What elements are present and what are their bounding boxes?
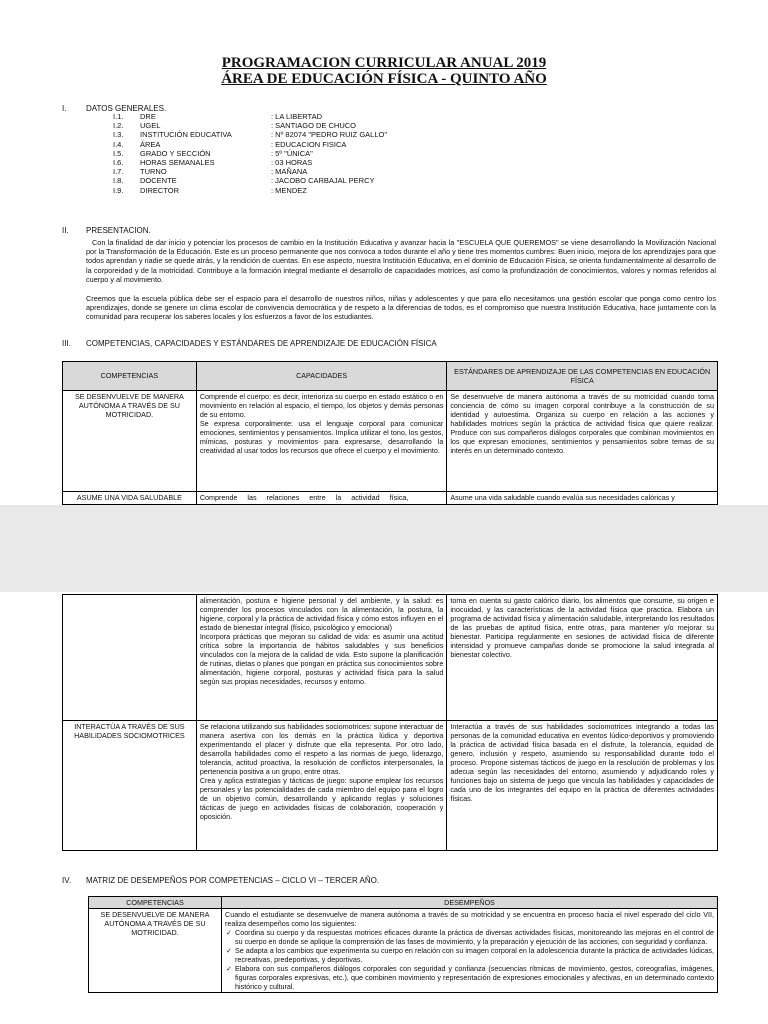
table-header-row	[63, 362, 718, 391]
list-item-text: Coordina su cuerpo y da respuestas motrices eficaces durante la práctica de diversas actividades físicas, monitoreando las mejoras en el control de su cuerpo en donde se aplique la comprensión de las fases de movimiento, y la preparación y ejecución de las acciones, con seguridad y confianza.	[235, 928, 714, 946]
general-data-row	[113, 186, 571, 195]
checkmark-icon: ✓	[226, 946, 233, 955]
performance-matrix-table	[88, 896, 718, 993]
row-label: GRADO Y SECCIÓN	[140, 148, 211, 158]
row-label: DRE	[140, 112, 156, 121]
column-header: CAPACIDADES	[196, 362, 447, 391]
document-subtitle: ÁREA DE EDUCACIÓN FÍSICA - QUINTO AÑO	[221, 71, 547, 87]
competency-cell: INTERACTÚA A TRAVÉS DE SUS HABILIDADES SOCIOMOTRICES	[63, 721, 197, 851]
row-code: I.6.	[113, 158, 124, 168]
row-label: TURNO	[140, 167, 167, 177]
section-title: MATRIZ DE DESEMPEÑOS POR COMPETENCIAS – CICLO VI – TERCER AÑO.	[86, 876, 380, 885]
section-title: DATOS GENERALES.	[86, 104, 167, 113]
row-label: DIRECTOR	[140, 185, 180, 195]
row-code: I.5.	[113, 148, 124, 158]
table-row	[89, 909, 718, 993]
general-data-row	[113, 149, 571, 158]
general-data-row	[113, 167, 571, 176]
list-item	[226, 964, 714, 991]
capacity-cell: Comprende el cuerpo: es decir, interioriza su cuerpo en estado estático o en movimiento en relación al espacio, el tiempo, los objetos y demás personas de su entorno. Se expresa corporalmente: usa el lenguaje corporal para comunicar emociones, sentimientos y pensamientos. Implica utilizar el tono, los gestos, mímicas, posturas y movimientos para expresarse, desarrollando la creatividad al usar todos los recursos que ofrece el cuerpo y el movimiento.	[196, 390, 447, 491]
column-header: ESTÁNDARES DE APRENDIZAJE DE LAS COMPETENCIAS EN EDUCACIÓN FÍSICA	[447, 362, 718, 391]
table-row	[63, 721, 718, 851]
list-item	[226, 928, 714, 946]
performance-cell	[222, 909, 718, 993]
row-value: : Nº 82074 "PEDRO RUIZ GALLO"	[271, 130, 388, 140]
column-header: COMPETENCIAS	[89, 897, 222, 909]
standard-cell: Se desenvuelve de manera autónoma a través de su motricidad cuando toma conciencia de cómo su imagen corporal contribuye a la construcción de su identidad y autoestima. Organiza su cuerpo en relación a las acciones y habilidades motrices según la práctica de actividad física que quiere realizar. Produce con sus compañeros diálogos corporales que combinan movimientos en los que expresan emociones, sentimientos y pensamientos sobre temas de su interés en un determinado contexto.	[447, 390, 718, 491]
presentation-paragraph-2: Creemos que la escuela pública debe ser el espacio para el desarrollo de nuestros niños, niñas y adolescentes y que para ello necesitamos una gestión escolar que ponga como centro los aprendizajes, donde se genere un clima escolar de convivencia democrática y de respeto a la diferencias de todos, es el compromiso que nuestra Institución Educativa, hace juntamente con la comunidad para recuperar los saberes locales y los esfuerzos a favor de los estudiantes.	[86, 294, 716, 322]
performance-intro: Cuando el estudiante se desenvuelve de manera autónoma a través de su motricidad y se encuentra en proceso hacia el nivel esperado del ciclo VII, realiza desempeños como los siguientes:	[225, 910, 714, 928]
section-title: COMPETENCIAS, CAPACIDADES Y ESTÁNDARES DE APRENDIZAJE DE EDUCACIÓN FÍSICA	[86, 339, 437, 348]
general-data-row	[113, 140, 571, 149]
checkmark-icon: ✓	[226, 928, 233, 937]
table-row	[63, 390, 718, 491]
document-page-1	[0, 0, 768, 505]
competencies-table-continued	[62, 594, 718, 851]
presentation-paragraph-1: Con la finalidad de dar inicio y potenciar los procesos de cambio en la Institución Educativa y avanzar hacia la "ESCUELA QUE QUEREMOS" se viene desarrollando la Movilización Nacional por la Transformación de la Educación. Este es un proceso permanente que nos convoca a todos durante el año y tiene tres momentos cumbres: Buen inicio, mejora de los aprendizajes para que todos aprendan y nadie se quede atrás, y la rendición de cuentas. En ese aspecto, nuestra Institución Educativa, en el dominio de Educación Física, se orienta fundamentalmente al desarrollo de la corporeidad y de la motricidad. Contribuye a la formación integral mediante el desarrollo de capacidades motrices, así como la profundización de conocimientos, valores y normas referidos al cuerpo y al movimiento.	[86, 238, 716, 284]
competency-cell	[63, 595, 197, 721]
row-value: : 5º "ÚNICA"	[271, 148, 313, 158]
row-value: : LA LIBERTAD	[271, 112, 322, 121]
competencies-table	[62, 361, 718, 505]
standard-cell: Interactúa a través de sus habilidades sociomotrices integrando a todas las personas de la comunidad educativa en eventos lúdico-deportivos y promoviendo la práctica de actividad física basada en el disfrute, la tolerancia, equidad de genero, inclusión y respeto, asumiendo su responsabilidad durante todo el proceso. Propone sistemas tácticos de juego en la resolución de problemas y los adecua según las necesidades del entorno, asumiendo y adjudicando roles y funciones bajo un sistema de juego que vincula las habilidades y capacidades de cada uno de los integrantes del equipo en la práctica de diferentes actividades físicas.	[447, 721, 718, 851]
list-item	[226, 946, 714, 964]
row-code: I.2.	[113, 121, 124, 131]
row-code: I.7.	[113, 167, 124, 177]
general-data-row	[113, 121, 571, 130]
competency-cell: ASUME UNA VIDA SALUDABLE	[63, 491, 197, 504]
performance-list	[225, 928, 714, 991]
column-header: COMPETENCIAS	[63, 362, 197, 391]
row-value: : SANTIAGO DE CHUCO	[271, 121, 357, 131]
column-header: DESEMPEÑOS	[222, 897, 718, 909]
general-data-row	[113, 176, 571, 185]
section-number: IV.	[62, 876, 72, 885]
table-row	[63, 595, 718, 721]
row-label: HORAS SEMANALES	[140, 158, 215, 168]
list-item-text: Se adapta a los cambios que experimenta su cuerpo en relación con su imagen corporal en la adolescencia durante la práctica de actividades lúdicas, recreativas, predeportivas, y deportivas.	[235, 946, 714, 964]
row-value: : MENDEZ	[271, 185, 307, 195]
table-row	[63, 491, 718, 504]
row-value: : EDUCACION FISICA	[271, 139, 347, 149]
list-item-text: Elabora con sus compañeros diálogos corporales con seguridad y confianza (secuencias rítmicas de movimiento, gestos, coreografías, imágenes, figuras corporales expresivas, etc.), que combinen movimiento y representación de expresiones emocionales y afectivas, en un determinado contexto histórico y cultural.	[235, 964, 714, 991]
general-data-row	[113, 130, 571, 139]
competency-cell: SE DESENVUELVE DE MANERA AUTÓNOMA A TRAVÉS DE SU MOTRICIDAD.	[89, 909, 222, 993]
general-data-row	[113, 112, 571, 121]
section-number: I.	[62, 104, 67, 113]
row-label: INSTITUCIÓN EDUCATIVA	[140, 130, 232, 140]
table-header-row	[89, 897, 718, 909]
checkmark-icon: ✓	[226, 964, 233, 973]
standard-cell: toma en cuenta su gasto calórico diario, los alimentos que consume, su origen e inocuidad, y las características de la actividad física que practica. Elabora un programa de actividad física y alimentación saludable, interpretando los resultados de las pruebas de aptitud física, entre otras, para mantener y/o mejorar su bienestar. Participa regularmente en sesiones de actividad física de diferente intensidad y promueve campañas donde se promocione la salud integrada al bienestar colectivo.	[447, 595, 718, 721]
document-page-2	[0, 592, 768, 1024]
row-label: UGEL	[140, 121, 161, 131]
standard-cell: Asume una vida saludable cuando evalúa sus necesidades calóricas y	[447, 491, 718, 504]
capacity-cell: Comprende las relaciones entre la actividad física,	[196, 491, 447, 504]
row-code: I.4.	[113, 139, 124, 149]
capacity-cell: alimentación, postura e higiene personal y del ambiente, y la salud: es comprender los procesos vinculados con la alimentación, la postura, la higiene, corporal y la práctica de actividad física y cómo estos influyen en el estado de bienestar integral (físico, psicológico y emocional) Incorpora prácticas que mejoran su calidad de vida: es asumir una actitud crítica sobre la importancia de hábitos saludables y sus beneficios vinculados con la mejora de la calidad de vida. Esto supone la planificación de rutinas, dietas o planes que pongan en práctica sus conocimientos sobre alimentación, higiene corporal, posturas y actividad física para la salud según sus propias necesidades, recursos y entorno.	[196, 595, 447, 721]
row-label: DOCENTE	[140, 176, 177, 186]
section-number: II.	[62, 226, 69, 235]
section-number: III.	[62, 339, 71, 348]
row-code: I.8.	[113, 176, 124, 186]
row-value: : MAÑANA	[271, 167, 308, 177]
row-value: : JACOBO CARBAJAL PERCY	[271, 176, 375, 186]
row-value: : 03 HORAS	[271, 158, 313, 168]
row-code: I.3.	[113, 130, 124, 140]
row-code: I.9.	[113, 185, 124, 195]
document-title: PROGRAMACION CURRICULAR ANUAL 2019	[221, 55, 547, 71]
row-code: I.1.	[113, 112, 124, 121]
general-data-row	[113, 158, 571, 167]
capacity-cell: Se relaciona utilizando sus habilidades sociomotrices: supone interactuar de manera asertiva con los demás en la práctica lúdica y deportiva experimentando el placer y disfrute que ella representa. Por otro lado, desarrolla habilidades como el respeto a las normas de juego, liderazgo, tolerancia, actitud proactiva, la resolución de conflictos interpersonales, la pertenencia positiva a un grupo, entre otras. Crea y aplica estrategias y tácticas de juego: supone emplear los recursos personales y las potencialidades de cada miembro del equipo para el logro de un objetivo común, desarrollando y aplicando reglas y soluciones tácticas de juego en actividades físicas de colaboración, cooperación y oposición.	[196, 721, 447, 851]
section-title: PRESENTACION.	[86, 226, 151, 235]
competency-cell: SE DESENVUELVE DE MANERA AUTÓNOMA A TRAVÉS DE SU MOTRICIDAD.	[63, 390, 197, 491]
general-data-table	[113, 112, 571, 195]
row-label: ÁREA	[140, 139, 161, 149]
